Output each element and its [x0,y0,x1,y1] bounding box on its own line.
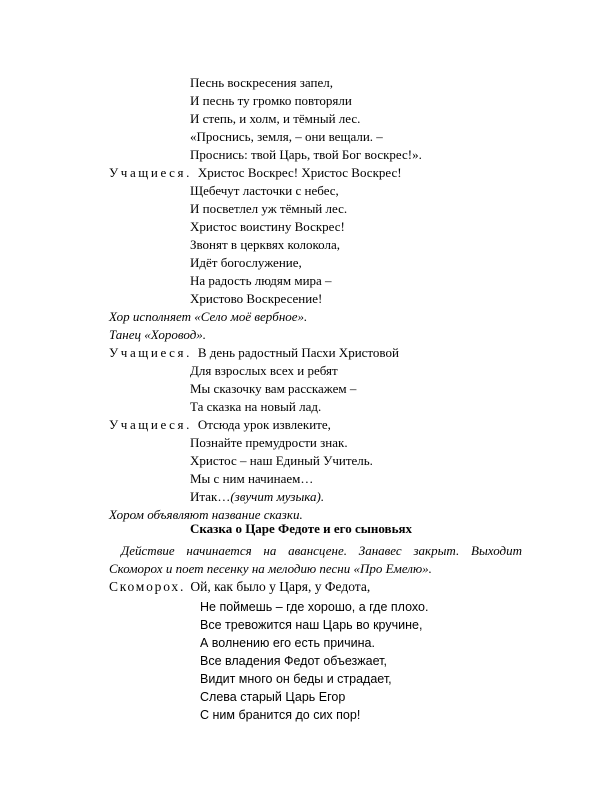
verse-line: Познайте премудрости знак. [190,435,348,450]
verse-line: Та сказка на новый лад. [190,399,322,414]
verse-line: Для взрослых всех и ребят [190,363,338,378]
speaker-line [109,578,370,596]
stage-direction: Хор исполняет «Село моё вербное». [109,309,308,324]
verse-line: Песнь воскресения запел, [190,75,333,90]
speaker-text: В день радостный Пасхи Христовой [197,345,399,360]
verse-line: Видит много он беды и страдает, [200,672,392,686]
verse-line: Христос – наш Единый Учитель. [190,453,373,468]
tale-title: Сказка о Царе Федоте и его сыновьях [190,521,412,536]
speaker-name: Скоморох. [109,579,186,594]
speaker-line [109,344,399,362]
verse-text: Итак… [190,489,231,504]
speaker-name: Учащиеся. [109,345,192,360]
verse-line: Мы с ним начинаем… [190,471,314,486]
verse-line: Слева старый Царь Егор [200,690,346,704]
verse-line: Не поймешь – где хорошо, а где плохо. [200,600,429,614]
verse-line: Все владения Федот объезжает, [200,654,387,668]
action-description-line: Скоморох и поет песенку на мелодию песни «Про Емелю». [109,561,432,576]
stage-direction: Хором объявляют название сказки. [109,507,303,522]
verse-line: А волнению его есть причина. [200,636,375,650]
verse-line: И степь, и холм, и тёмный лес. [190,111,361,126]
verse-line: «Проснись, земля, – они вещали. – [190,129,383,144]
speaker-text: Отсюда урок извлеките, [197,417,331,432]
verse-italic: (звучит музыка). [230,489,325,504]
speaker-text: Ой, как было у Царя, у Федота, [190,579,371,594]
verse-line [190,488,324,506]
speaker-line [109,416,331,434]
verse-line: Звонят в церквях колокола, [190,237,341,252]
speaker-name: Учащиеся. [109,165,192,180]
verse-line: Идёт богослужение, [190,255,302,270]
verse-line: И песнь ту громко повторяли [190,93,352,108]
verse-line: Мы сказочку вам расскажем – [190,381,357,396]
stage-direction: Танец «Хоровод». [109,327,207,342]
speaker-name: Учащиеся. [109,417,192,432]
verse-line: С ним бранится до сих пор! [200,708,361,722]
speaker-line [109,164,402,182]
verse-line: И посветлел уж тёмный лес. [190,201,348,216]
verse-line: Христово Воскресение! [190,291,323,306]
verse-line: Христос воистину Воскрес! [190,219,345,234]
verse-line: Проснись: твой Царь, твой Бог воскрес!». [190,147,422,162]
verse-line: Все тревожится наш Царь во кручине, [200,618,423,632]
verse-line: На радость людям мира – [190,273,332,288]
verse-line: Щебечут ласточки с небес, [190,183,339,198]
action-description-line: Действие начинается на авансцене. Занавес закрыт. Выходит [121,543,522,558]
speaker-text: Христос Воскрес! Христос Воскрес! [197,165,402,180]
